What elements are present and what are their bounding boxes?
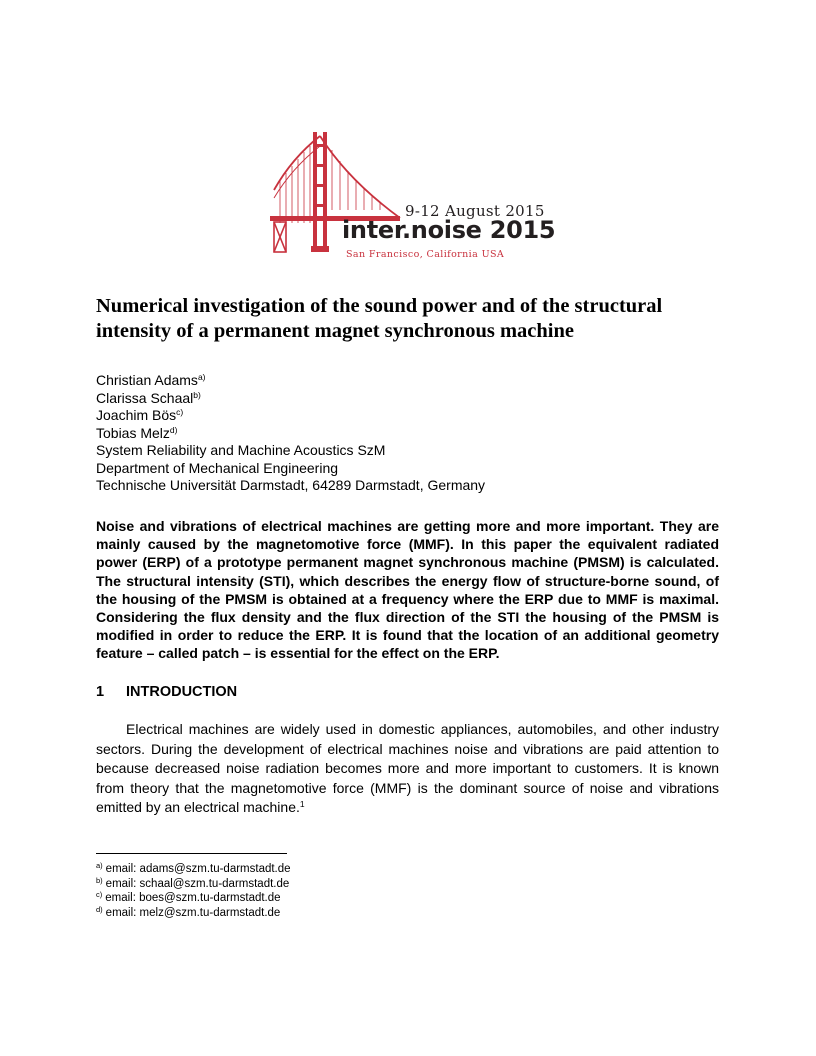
footnote-mark: d) [96,904,103,914]
footnote-mark: a) [96,861,103,870]
footnote-text: email: adams@szm.tu-darmstadt.de [105,863,291,875]
section-heading [96,684,237,700]
author-name: Clarissa Schaal [96,389,194,406]
author [96,407,206,425]
author [96,372,206,390]
conference-name: inter.noise 2015 [342,216,556,244]
footnote-text: email: melz@szm.tu-darmstadt.de [105,906,281,919]
affiliation [96,442,485,495]
paper-title: Numerical investigation of the sound power and of the structural intensity of a permanent magnet synchronous machine [96,295,663,342]
footnote [96,891,291,906]
footnote-divider [96,853,287,854]
affiliation-line: Technische Universität Darmstadt, 64289 Darmstadt, Germany [96,477,486,493]
conference-location: San Francisco, California USA [346,249,505,260]
conference-logo [270,128,556,270]
footnote-mark: c) [96,890,103,899]
section-number: 1 [96,684,105,700]
author-list [96,372,206,442]
author-mark: d) [169,424,178,435]
author-name: Joachim Bös [96,407,177,423]
footnote [96,906,291,921]
affiliation-line: System Reliability and Machine Acoustics SzM [96,442,386,458]
author-mark: a) [197,372,206,382]
section-title: INTRODUCTION [126,684,238,700]
author-name: Tobias Melz [96,424,170,441]
footnote [96,877,291,892]
citation-ref: 1 [299,799,305,809]
abstract: Noise and vibrations of electrical machines are getting more and more important. They are mainly caused by the magnetomotive force (MMF). In this paper the equivalent radiated power (ERP) of a prototype permanent magnet synchronous machine (PMSM) is calculated. The structural intensity (STI), which describes the energy flow of structure-borne sound, of the housing of the PMSM is obtained at a frequency where the ERP due to MMF is maximal. Considering the flux density and the flux direction of the STI the housing of the PMSM is modified in order to reduce the ERP. It is found that the location of an additional geometry feature – called patch – is essential for the effect on the ERP. [96,518,719,662]
author [96,425,206,443]
footnote-text: email: schaal@szm.tu-darmstadt.de [105,877,290,890]
footnote-mark: b) [96,875,103,885]
author [96,390,206,408]
affiliation-line: Department of Mechanical Engineering [96,459,339,476]
footnotes [96,862,291,920]
conference-date: 9-12 August 2015 [405,202,545,220]
author-mark: b) [193,389,201,400]
intro-text: Electrical machines are widely used in domestic appliances, automobiles, and other industry sectors. During the development of electrical machines noise and vibrations are paid attention to because decreased noise radiation becomes more and more important to customers. It is known from theory that the magnetomotive force (MMF) is the dominant source of noise and vibrations emitted by an electrical machine. [96,721,719,815]
footnote [96,862,291,877]
footnote-text: email: boes@szm.tu-darmstadt.de [105,892,281,904]
author-name: Christian Adams [96,372,198,388]
intro-paragraph [96,720,719,818]
author-mark: c) [176,407,184,417]
